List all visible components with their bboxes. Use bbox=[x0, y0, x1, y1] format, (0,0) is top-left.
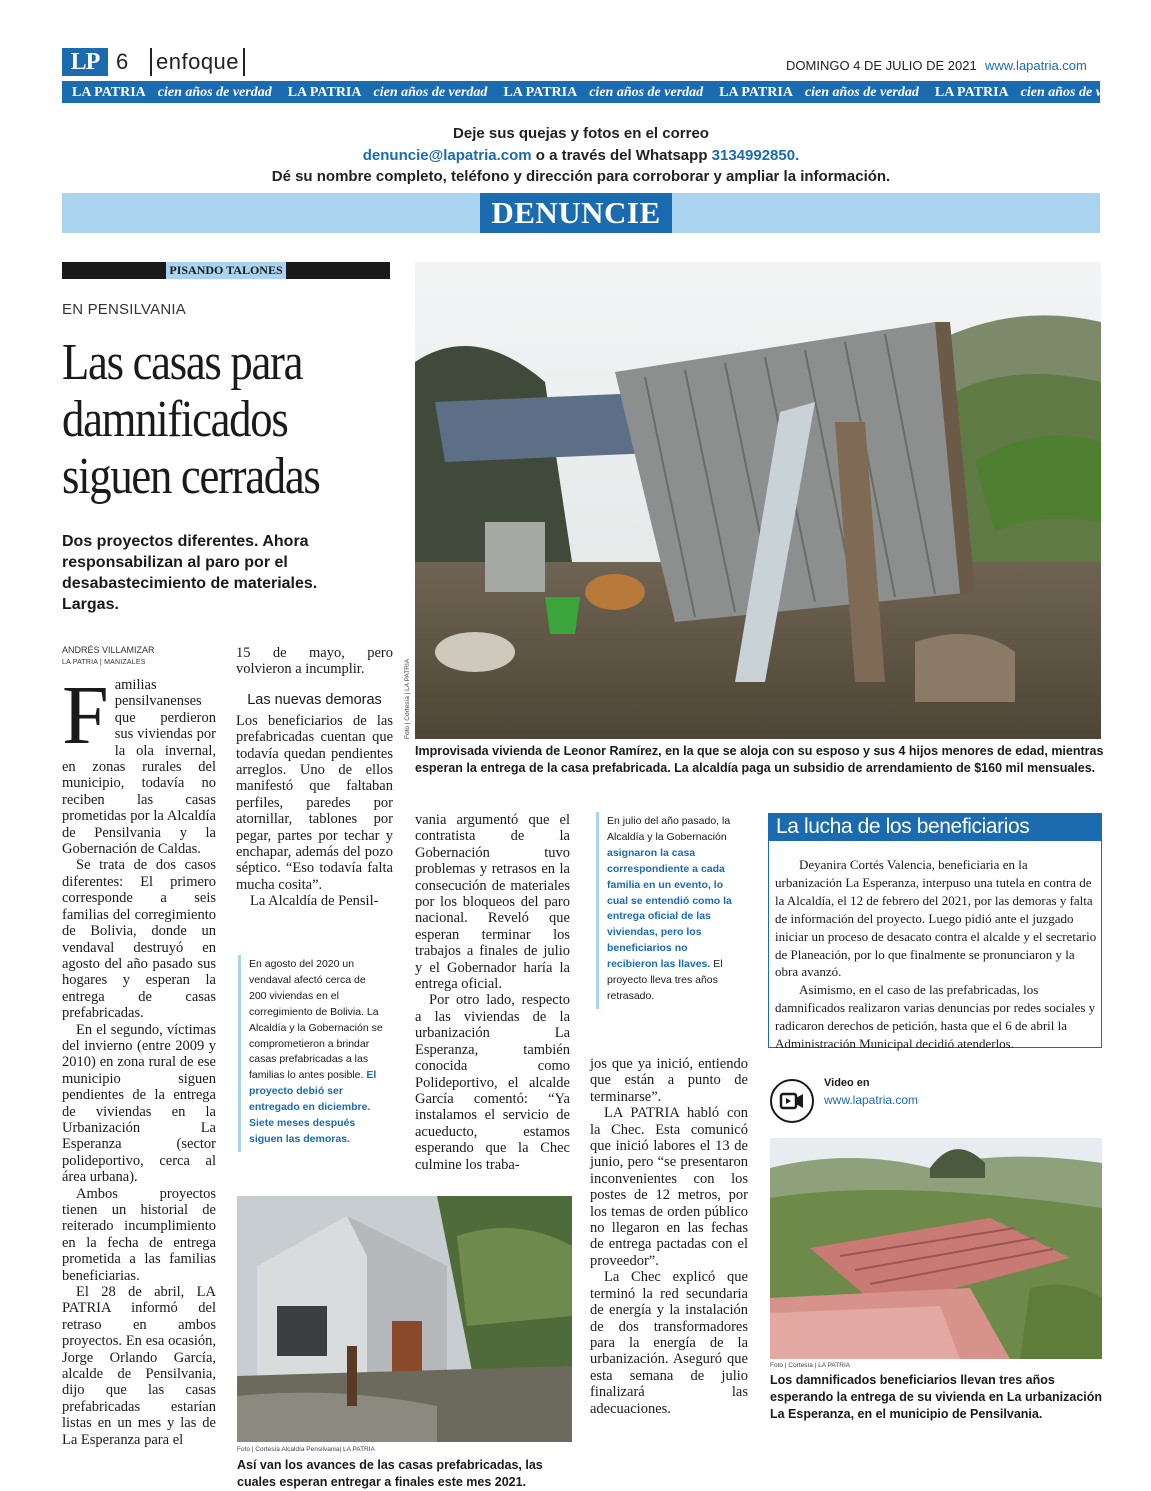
video-link[interactable]: www.lapatria.com bbox=[824, 1093, 919, 1107]
fact-box-highlight: asignaron la casa correspondiente a cada familia en un evento, lo cual se entendió como la entrega oficial de las viviendas, pero los beneficiarios no recibieron las llaves. bbox=[607, 846, 732, 971]
strip-brand: LA PATRIA bbox=[72, 85, 146, 100]
site-link[interactable]: www.lapatria.com bbox=[985, 58, 1087, 73]
prefab-photo-credit: Foto | Cortesía Alcaldía Pensilvania| LA PATRIA bbox=[237, 1446, 375, 1453]
article-paragraph-text: amilias pensilvanenses que perdieron sus viviendas por la ola invernal, en zonas rurales del municipio, todavía no reciben las casas prometidas por la Alcaldía de Pensilvania y la Gobernación de Caldas. bbox=[62, 677, 216, 858]
kicker-label: PISANDO TALONES bbox=[166, 262, 286, 279]
article-paragraph bbox=[62, 669, 216, 858]
main-photo-caption: Improvisada vivienda de Leonor Ramírez, en la que se aloja con su esposo y sus 4 hijos menores de edad, mientras esperan la entrega de la casa prefabricada. La alcaldía paga un subsidio de arrendamiento de $160 mil mensuales. bbox=[415, 744, 1104, 775]
prefab-house-photo bbox=[237, 1196, 572, 1442]
article-paragraph: Se trata de dos casos diferentes: El primero corresponde a seis familias del corregimiento de Bolivia, donde un vendaval destruyó en agosto del año pasado sus hogares y esperan la entrega de casas prefabricadas. bbox=[62, 857, 216, 1022]
video-camera-icon-glyph bbox=[772, 1081, 812, 1121]
strip-brand: LA PATRIA bbox=[503, 85, 578, 100]
brand-strip bbox=[62, 81, 1135, 103]
strip-brand: LA PATRIA bbox=[934, 85, 1009, 100]
strip-slogan: cien años de verdad bbox=[1020, 85, 1135, 100]
article-paragraph: Ambos proyectos tienen un historial de reiterado incumplimiento en la fecha de entrega prometida a las familias beneficiarias. bbox=[62, 1185, 216, 1284]
article-column-3 bbox=[415, 812, 570, 1173]
fact-box-bolivia bbox=[238, 955, 388, 1152]
strip-slogan: cien años de verdad bbox=[157, 85, 272, 100]
issue-date: DOMINGO 4 DE JULIO DE 2021 bbox=[786, 58, 977, 73]
article-paragraph: vania argumentó que el contratista de la Gobernación tuvo problemas y retrasos en la consecución de materiales por los bloqueos del paro nacional. Reveló que esperan terminar los trabajos a finales de julio y el Gobernador haría la entrega oficial. bbox=[415, 812, 570, 993]
article-paragraph: 15 de mayo, pero volvieron a incumplir. bbox=[236, 645, 393, 678]
article-paragraph: LA PATRIA habló con la Chec. Esta comunicó que inició labores el 13 de junio, pero “se presentaron inconvenientes con los postes de 12 metros, por los temas de orden público no llegaron en las fechas de entrega pactadas con el proveedor”. bbox=[590, 1105, 748, 1269]
article-column-1 bbox=[62, 669, 216, 1448]
section-name: enfoque bbox=[150, 48, 245, 76]
article-subhead: Las nuevas demoras bbox=[247, 691, 382, 708]
location-label: EN PENSILVANIA bbox=[62, 301, 186, 318]
video-camera-icon[interactable] bbox=[770, 1079, 814, 1123]
video-label: Video en bbox=[824, 1077, 870, 1089]
article-paragraph: jos que ya inició, entiendo que están a punto de terminarse”. bbox=[590, 1056, 748, 1105]
notice-line-3: Dé su nombre completo, teléfono y dirección para corroborar y ampliar la información. bbox=[271, 168, 891, 185]
prefab-photo-caption: Así van los avances de las casas prefabricadas, las cuales esperan entregar a finales este mes 2021. bbox=[237, 1458, 543, 1489]
urbanization-image bbox=[770, 1138, 1102, 1359]
beneficiaries-paragraph: Deyanira Cortés Valencia, beneficiaria en la urbanización La Esperanza, interpuso una tutela en contra de la Alcaldía, el 12 de febrero del 2021, por las demoras y falta de información del proyecto. Luego pidió ante el juzgado iniciar un proceso de desacato contra el alcalde y el secretario de Planeación, por lo que finalmente se pronunciaron y la obra avanzó. bbox=[775, 857, 1097, 980]
byline-author: ANDRÉS VILLAMIZAR bbox=[62, 645, 155, 655]
article-paragraph: Por otro lado, respecto a las viviendas de la urbanización La Esperanza, también conocida como Polideportivo, el alcalde García comentó: “Ya instalamos el servicio de acueducto, estamos esperando que la Chec culmine los traba- bbox=[415, 992, 570, 1173]
urbanization-photo bbox=[770, 1138, 1102, 1359]
fact-box-text: En julio del año pasado, la Alcaldía y la Gobernación bbox=[607, 815, 731, 843]
strip-slogan: cien años de verdad bbox=[804, 85, 919, 100]
notice-middle-text: o a través del Whatsapp bbox=[531, 147, 712, 164]
urbanization-photo-credit: Foto | Cortesía | LA PATRIA bbox=[770, 1362, 851, 1369]
strip-brand: LA PATRIA bbox=[287, 85, 362, 100]
strip-slogan: cien años de verdad bbox=[373, 85, 488, 100]
urbanization-photo-caption: Los damnificados beneficiarios llevan tres años esperando la entrega de su vivienda en La urbanización La Esperanza, en el municipio de Pensilvania. bbox=[770, 1373, 1103, 1421]
strip-slogan: cien años de verdad bbox=[589, 85, 704, 100]
fact-box-text: El proyecto lleva tres años retrasado. bbox=[607, 958, 723, 1002]
notice-phone[interactable]: 3134992850. bbox=[711, 147, 800, 164]
prefab-house-image bbox=[237, 1196, 572, 1442]
notice-line-1: Deje sus quejas y fotos en el correo bbox=[453, 125, 709, 142]
main-photo bbox=[415, 262, 1101, 739]
page-number: 6 bbox=[116, 49, 129, 74]
main-photo-credit: Foto | Cortesía | LA PATRIA bbox=[404, 658, 411, 739]
fact-box-highlight: El proyecto debió ser entregado en diciembre. Siete meses después siguen las demoras. bbox=[249, 1069, 377, 1145]
fact-box-text: En agosto del 2020 un vendaval afectó cerca de 200 viviendas en el corregimiento de Bolivia. La Alcaldía y la Gobernación se comprometieron a brindar casas prefabricadas a las familias lo antes posible. bbox=[249, 958, 383, 1082]
fact-box-esperanza bbox=[596, 812, 743, 1009]
article-paragraph: Los beneficiarios de las prefabricadas cuentan que todavía quedan pendientes arreglos. Uno de ellos manifestó que faltaban perfiles, paredes por atornillar, tablones por pegar, partes por techar y enchapar, además del pozo séptico. “Eso todavía falta mucha cosita”. bbox=[236, 712, 393, 893]
beneficiaries-box-title: La lucha de los beneficiarios bbox=[768, 813, 1102, 841]
drop-cap: F bbox=[62, 669, 109, 762]
article-column-2 bbox=[236, 645, 393, 910]
notice-email-link[interactable]: denuncie@lapatria.com bbox=[362, 147, 532, 164]
article-paragraph: El 28 de abril, LA PATRIA informó del retraso en ambos proyectos. En esa ocasión, Jorge Orlando García, alcalde de Pensilvania, dijo que las casas prefabricadas estarían listas en un mes y las de La Esperanza para el bbox=[62, 1284, 216, 1448]
notice-line-2 bbox=[62, 145, 1100, 166]
byline-org: LA PATRIA | MANIZALES bbox=[62, 659, 146, 666]
headline: Las casas para damnificados siguen cerradas bbox=[62, 334, 320, 505]
section-banner: DENUNCIE bbox=[480, 193, 672, 233]
article-paragraph: En el segundo, víctimas del invierno (entre 2009 y 2010) en zona rural de ese municipio siguen pendientes de la entrega de viviendas en la Urbanización La Esperanza (sector polideportivo, cerca al área urbana). bbox=[62, 1021, 216, 1186]
lp-logo: LP bbox=[62, 48, 108, 76]
article-column-4 bbox=[590, 1056, 748, 1417]
article-paragraph: La Chec explicó que terminó la red secundaria de energía y la instalación de dos transformadores para la energía de la urbanización. Aseguró que esta semana de julio finalizará las adecuaciones. bbox=[590, 1269, 748, 1417]
article-paragraph: La Alcaldía de Pensil- bbox=[250, 893, 379, 910]
beneficiaries-box bbox=[768, 841, 1102, 1052]
dek: Dos proyectos diferentes. Ahora responsabilizan al paro por el desabastecimiento de materiales. Largas. bbox=[62, 533, 318, 613]
beneficiaries-paragraph: Asimismo, en el caso de las prefabricadas, los damnificados realizaron varias denuncias por redes sociales y radicaron derechos de petición, hasta que el 6 de abril la Administración Municipal decidió atenderlos. bbox=[775, 982, 1096, 1052]
strip-brand: LA PATRIA bbox=[719, 85, 793, 100]
main-photo-image bbox=[415, 262, 1101, 739]
